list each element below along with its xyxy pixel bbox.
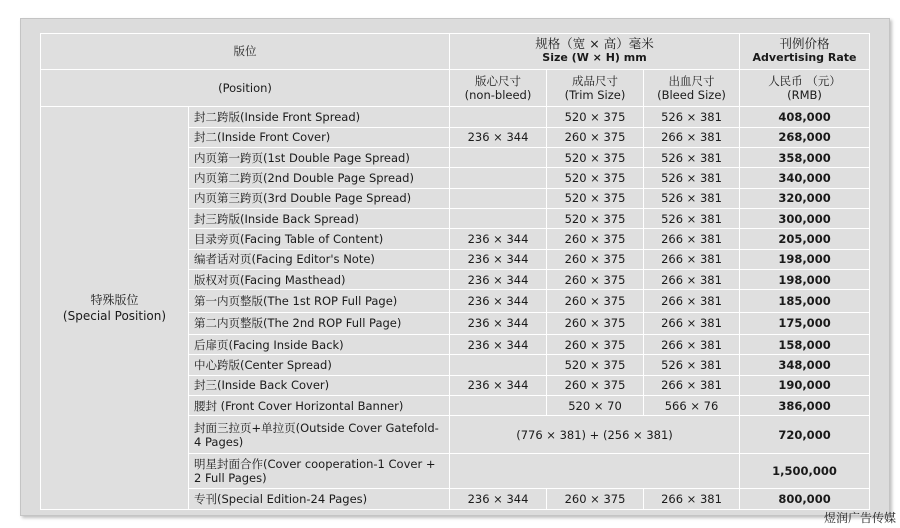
trim-cell: 260 × 375 — [547, 375, 644, 395]
rate-cell: 408,000 — [740, 107, 870, 127]
nonbleed-cell — [450, 168, 547, 188]
trim-cell: 260 × 375 — [547, 229, 644, 249]
position-cell: 封二(Inside Front Cover) — [189, 127, 450, 147]
bleed-cell: 526 × 381 — [644, 208, 740, 228]
table-row — [41, 107, 870, 127]
rate-table — [40, 33, 870, 510]
rate-cell: 720,000 — [740, 416, 870, 454]
header-size-en: Size (W × H) mm — [542, 51, 647, 65]
header-nonbleed-en: (non-bleed) — [464, 87, 532, 102]
bleed-cell: 266 × 381 — [644, 229, 740, 249]
position-cell: 封三跨版(Inside Back Spread) — [189, 208, 450, 228]
header-position: (Position) — [41, 69, 450, 107]
watermark-text: 煜润广告传媒 — [823, 511, 896, 525]
position-cell: 内页第三跨页(3rd Double Page Spread) — [189, 188, 450, 208]
header-trim-cn: 成品尺寸 — [572, 73, 618, 88]
position-cell: 版权对页(Facing Masthead) — [189, 269, 450, 289]
rate-cell: 300,000 — [740, 208, 870, 228]
bleed-cell: 526 × 381 — [644, 188, 740, 208]
nonbleed-cell — [450, 355, 547, 375]
position-cell: 腰封 (Front Cover Horizontal Banner) — [189, 395, 450, 415]
size-combined-cell: (776 × 381) + (256 × 381) — [450, 416, 740, 454]
position-cell: 编者话对页(Facing Editor's Note) — [189, 249, 450, 269]
position-cell: 目录旁页(Facing Table of Content) — [189, 229, 450, 249]
group-label — [41, 107, 189, 510]
position-cell: 内页第一跨页(1st Double Page Spread) — [189, 147, 450, 167]
position-cell: 第二内页整版(The 2nd ROP Full Page) — [189, 312, 450, 334]
nonbleed-cell: 236 × 344 — [450, 290, 547, 312]
group-label-en: (Special Position) — [62, 309, 167, 324]
bleed-cell: 266 × 381 — [644, 489, 740, 510]
nonbleed-cell: 236 × 344 — [450, 489, 547, 510]
trim-cell: 520 × 375 — [547, 355, 644, 375]
header-row-2 — [41, 69, 870, 107]
header-trim-en: (Trim Size) — [564, 87, 626, 102]
header-size-cn: 规格（宽 × 高）毫米 — [535, 36, 654, 52]
trim-cell: 260 × 375 — [547, 127, 644, 147]
bleed-cell: 566 × 76 — [644, 395, 740, 415]
trim-cell: 260 × 375 — [547, 312, 644, 334]
trim-cell: 260 × 375 — [547, 269, 644, 289]
bleed-cell: 266 × 381 — [644, 375, 740, 395]
position-cell: 封面三拉页+单拉页(Outside Cover Gatefold-4 Pages) — [189, 416, 450, 454]
header-row-1 — [41, 34, 870, 70]
rate-cell: 348,000 — [740, 355, 870, 375]
header-bleed — [644, 69, 740, 107]
nonbleed-cell: 236 × 344 — [450, 249, 547, 269]
nonbleed-cell — [450, 208, 547, 228]
trim-cell: 520 × 375 — [547, 188, 644, 208]
rate-cell: 190,000 — [740, 375, 870, 395]
rate-cell: 320,000 — [740, 188, 870, 208]
nonbleed-cell — [450, 395, 547, 415]
nonbleed-cell — [450, 107, 547, 127]
rate-cell: 198,000 — [740, 269, 870, 289]
position-cell: 专刊(Special Edition-24 Pages) — [189, 489, 450, 510]
header-trim — [547, 69, 644, 107]
position-cell: 封三(Inside Back Cover) — [189, 375, 450, 395]
rate-card-panel — [20, 18, 890, 516]
bleed-cell: 266 × 381 — [644, 249, 740, 269]
header-ban-wei: 版位 — [41, 34, 450, 70]
trim-cell: 260 × 375 — [547, 290, 644, 312]
trim-cell: 260 × 375 — [547, 489, 644, 510]
position-cell: 封二跨版(Inside Front Spread) — [189, 107, 450, 127]
rate-cell: 340,000 — [740, 168, 870, 188]
rate-cell: 800,000 — [740, 489, 870, 510]
group-label-cn: 特殊版位 — [90, 293, 139, 308]
header-rmb — [740, 69, 870, 107]
trim-cell: 260 × 375 — [547, 334, 644, 354]
bleed-cell: 266 × 381 — [644, 127, 740, 147]
bleed-cell: 526 × 381 — [644, 355, 740, 375]
bleed-cell: 526 × 381 — [644, 147, 740, 167]
rate-cell: 158,000 — [740, 334, 870, 354]
nonbleed-cell: 236 × 344 — [450, 127, 547, 147]
header-rmb-cn: 人民币 （元） — [768, 73, 841, 88]
nonbleed-cell: 236 × 344 — [450, 312, 547, 334]
trim-cell: 520 × 375 — [547, 168, 644, 188]
nonbleed-cell: 236 × 344 — [450, 375, 547, 395]
position-cell: 后扉页(Facing Inside Back) — [189, 334, 450, 354]
rate-cell: 198,000 — [740, 249, 870, 269]
position-cell: 明星封面合作(Cover cooperation-1 Cover + 2 Full Pages) — [189, 453, 450, 489]
rate-cell: 386,000 — [740, 395, 870, 415]
position-cell: 内页第二跨页(2nd Double Page Spread) — [189, 168, 450, 188]
trim-cell: 520 × 375 — [547, 208, 644, 228]
rate-cell: 268,000 — [740, 127, 870, 147]
trim-cell: 520 × 375 — [547, 107, 644, 127]
bleed-cell: 266 × 381 — [644, 290, 740, 312]
header-rate-en: Advertising Rate — [752, 51, 857, 65]
bleed-cell: 266 × 381 — [644, 269, 740, 289]
rate-cell: 358,000 — [740, 147, 870, 167]
rate-cell: 175,000 — [740, 312, 870, 334]
bleed-cell: 526 × 381 — [644, 107, 740, 127]
size-combined-cell — [450, 453, 740, 489]
bleed-cell: 266 × 381 — [644, 312, 740, 334]
nonbleed-cell — [450, 147, 547, 167]
nonbleed-cell: 236 × 344 — [450, 269, 547, 289]
bleed-cell: 526 × 381 — [644, 168, 740, 188]
nonbleed-cell: 236 × 344 — [450, 334, 547, 354]
position-cell: 第一内页整版(The 1st ROP Full Page) — [189, 290, 450, 312]
rate-cell: 185,000 — [740, 290, 870, 312]
nonbleed-cell — [450, 188, 547, 208]
header-rate-cn: 刊例价格 — [779, 36, 830, 52]
position-cell: 中心跨版(Center Spread) — [189, 355, 450, 375]
header-size — [450, 34, 740, 70]
rate-cell: 205,000 — [740, 229, 870, 249]
header-bleed-cn: 出血尺寸 — [668, 73, 715, 88]
header-rmb-en: (RMB) — [787, 87, 822, 102]
trim-cell: 260 × 375 — [547, 249, 644, 269]
header-nonbleed-cn: 版心尺寸 — [475, 73, 521, 88]
trim-cell: 520 × 375 — [547, 147, 644, 167]
rate-cell: 1,500,000 — [740, 453, 870, 489]
header-bleed-en: (Bleed Size) — [657, 87, 726, 102]
header-rate — [740, 34, 870, 70]
nonbleed-cell: 236 × 344 — [450, 229, 547, 249]
trim-cell: 520 × 70 — [547, 395, 644, 415]
header-nonbleed — [450, 69, 547, 107]
bleed-cell: 266 × 381 — [644, 334, 740, 354]
